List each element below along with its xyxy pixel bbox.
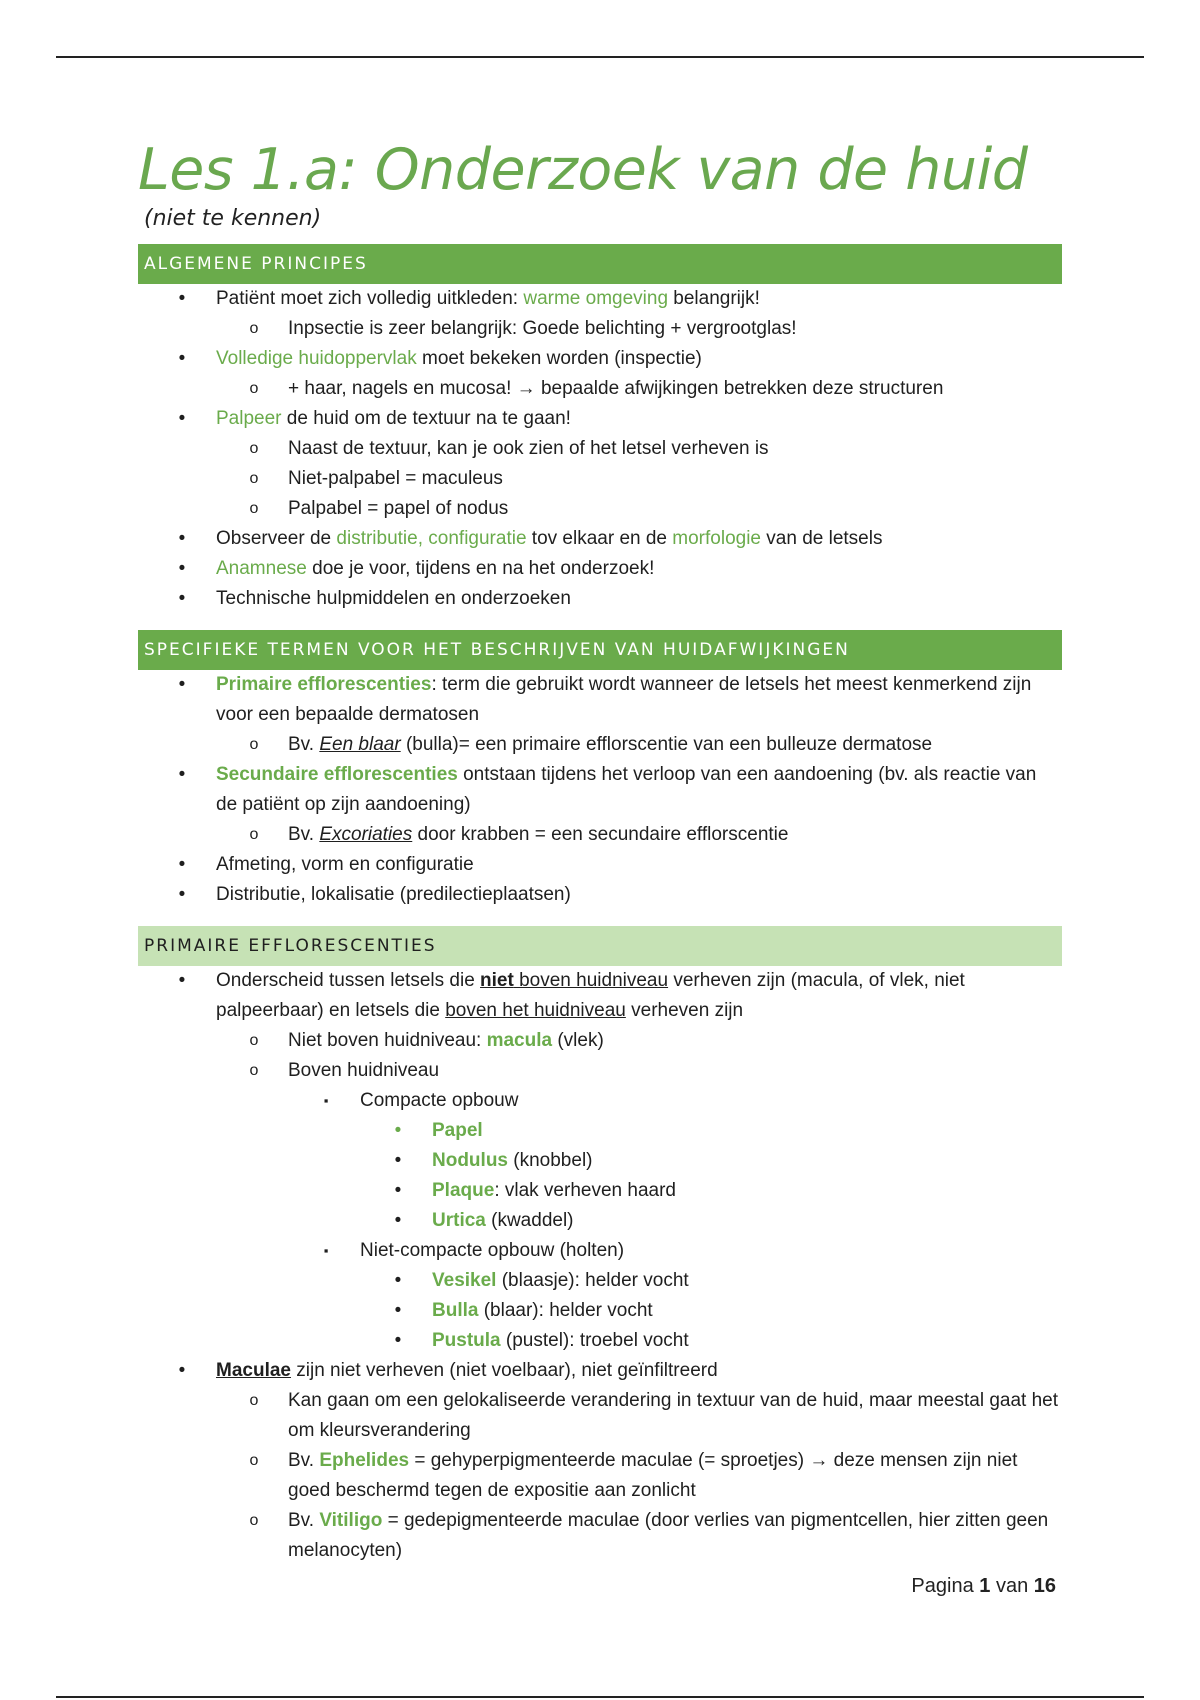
list-item: o Inpsectie is zeer belangrijk: Goede belichting + vergrootglas! <box>138 314 1062 344</box>
bottom-rule <box>56 1696 1144 1698</box>
list-item: o Bv. Vitiligo = gedepigmenteerde maculae (door verlies van pigmentcellen, hier zitten geen melanocyten) <box>138 1506 1062 1566</box>
bullet-icon: • <box>178 854 186 875</box>
list-item: o Boven huidniveau <box>138 1056 1062 1086</box>
bullet-icon: • <box>394 1120 402 1141</box>
list-item: o Niet boven huidniveau: macula (vlek) <box>138 1026 1062 1056</box>
page-title: Les 1.a: Onderzoek van de huid <box>138 137 1028 203</box>
bullet-icon: • <box>394 1180 402 1201</box>
page-subtitle: (niet te kennen) <box>144 206 322 231</box>
list-item: ▪ Compacte opbouw <box>138 1086 1062 1116</box>
list-item: o Kan gaan om een gelokaliseerde verandering in textuur van de huid, maar meestal gaat het om kleursverandering <box>138 1386 1062 1446</box>
section-heading-specifieke-termen: SPECIFIEKE TERMEN VOOR HET BESCHRIJVEN VAN HUIDAFWIJKINGEN <box>138 630 1062 670</box>
list-item: • Anamnese doe je voor, tijdens en na het onderzoek! <box>138 554 1062 584</box>
circle-bullet-icon: o <box>249 380 259 397</box>
circle-bullet-icon: o <box>249 1452 259 1469</box>
list-item: o Niet-palpabel = maculeus <box>138 464 1062 494</box>
list-item: o Bv. Ephelides = gehyperpigmenteerde maculae (= sproetjes) → deze mensen zijn niet goed beschermd tegen de expositie aan zonlicht <box>138 1446 1062 1506</box>
list-item: • Technische hulpmiddelen en onderzoeken <box>138 584 1062 614</box>
bullet-icon: • <box>178 884 186 905</box>
bullet-icon: • <box>178 1360 186 1381</box>
bullet-icon: • <box>394 1330 402 1351</box>
page-number: Pagina 1 van 16 <box>911 1575 1056 1597</box>
list-item: • Vesikel (blaasje): helder vocht <box>138 1266 1062 1296</box>
list-item: o Palpabel = papel of nodus <box>138 494 1062 524</box>
bullet-icon: • <box>178 970 186 991</box>
section-heading-primaire-efflorescenties: PRIMAIRE EFFLORESCENTIES <box>138 926 1062 966</box>
list-item: • Distributie, lokalisatie (predilectieplaatsen) <box>138 880 1062 910</box>
circle-bullet-icon: o <box>249 1032 259 1049</box>
circle-bullet-icon: o <box>249 320 259 337</box>
list-item: • Secundaire efflorescenties ontstaan tijdens het verloop van een aandoening (bv. als reactie van de patiënt op zijn aandoening) <box>138 760 1062 820</box>
circle-bullet-icon: o <box>249 500 259 517</box>
bullet-icon: • <box>178 558 186 579</box>
list-item: o Naast de textuur, kan je ook zien of het letsel verheven is <box>138 434 1062 464</box>
bullet-icon: • <box>394 1210 402 1231</box>
list-item: • Patiënt moet zich volledig uitkleden: warme omgeving belangrijk! <box>138 284 1062 314</box>
list-item: • Pustula (pustel): troebel vocht <box>138 1326 1062 1356</box>
page-content <box>138 136 1062 1566</box>
section-heading-algemene-principes: ALGEMENE PRINCIPES <box>138 244 1062 284</box>
circle-bullet-icon: o <box>249 1392 259 1409</box>
circle-bullet-icon: o <box>249 826 259 843</box>
list-item: • Maculae zijn niet verheven (niet voelbaar), niet geïnfiltreerd <box>138 1356 1062 1386</box>
bullet-icon: • <box>178 528 186 549</box>
bullet-icon: • <box>178 408 186 429</box>
square-bullet-icon: ▪ <box>323 1243 329 1258</box>
circle-bullet-icon: o <box>249 736 259 753</box>
list-item: ▪ Niet-compacte opbouw (holten) <box>138 1236 1062 1266</box>
top-rule <box>56 56 1144 58</box>
specifieke-termen-list <box>138 670 1062 910</box>
list-item: o Bv. Excoriaties door krabben = een secundaire efflorscentie <box>138 820 1062 850</box>
bullet-icon: • <box>178 288 186 309</box>
bullet-icon: • <box>394 1270 402 1291</box>
list-item: o Bv. Een blaar (bulla)= een primaire efflorscentie van een bulleuze dermatose <box>138 730 1062 760</box>
list-item: o + haar, nagels en mucosa! → bepaalde afwijkingen betrekken deze structuren <box>138 374 1062 404</box>
circle-bullet-icon: o <box>249 1062 259 1079</box>
bullet-icon: • <box>178 348 186 369</box>
list-item: • Volledige huidoppervlak moet bekeken worden (inspectie) <box>138 344 1062 374</box>
list-item: • Papel <box>138 1116 1062 1146</box>
list-item: • Afmeting, vorm en configuratie <box>138 850 1062 880</box>
bullet-icon: • <box>394 1150 402 1171</box>
list-item: • Observeer de distributie, configuratie tov elkaar en de morfologie van de letsels <box>138 524 1062 554</box>
bullet-icon: • <box>394 1300 402 1321</box>
list-item: • Urtica (kwaddel) <box>138 1206 1062 1236</box>
circle-bullet-icon: o <box>249 1512 259 1529</box>
bullet-icon: • <box>178 764 186 785</box>
list-item: • Plaque: vlak verheven haard <box>138 1176 1062 1206</box>
circle-bullet-icon: o <box>249 440 259 457</box>
bullet-icon: • <box>178 588 186 609</box>
list-item: • Primaire efflorescenties: term die gebruikt wordt wanneer de letsels het meest kenmerkend zijn voor een bepaalde dermatosen <box>138 670 1062 730</box>
square-bullet-icon: ▪ <box>323 1093 329 1108</box>
list-item: • Onderscheid tussen letsels die niet boven huidniveau verheven zijn (macula, of vlek, niet palpeerbaar) en letsels die boven het huidniveau verheven zijn <box>138 966 1062 1026</box>
list-item: • Bulla (blaar): helder vocht <box>138 1296 1062 1326</box>
circle-bullet-icon: o <box>249 470 259 487</box>
bullet-icon: • <box>178 674 186 695</box>
primaire-efflorescenties-list <box>138 966 1062 1566</box>
list-item: • Nodulus (knobbel) <box>138 1146 1062 1176</box>
algemene-principes-list <box>138 284 1062 614</box>
list-item: • Palpeer de huid om de textuur na te gaan! <box>138 404 1062 434</box>
